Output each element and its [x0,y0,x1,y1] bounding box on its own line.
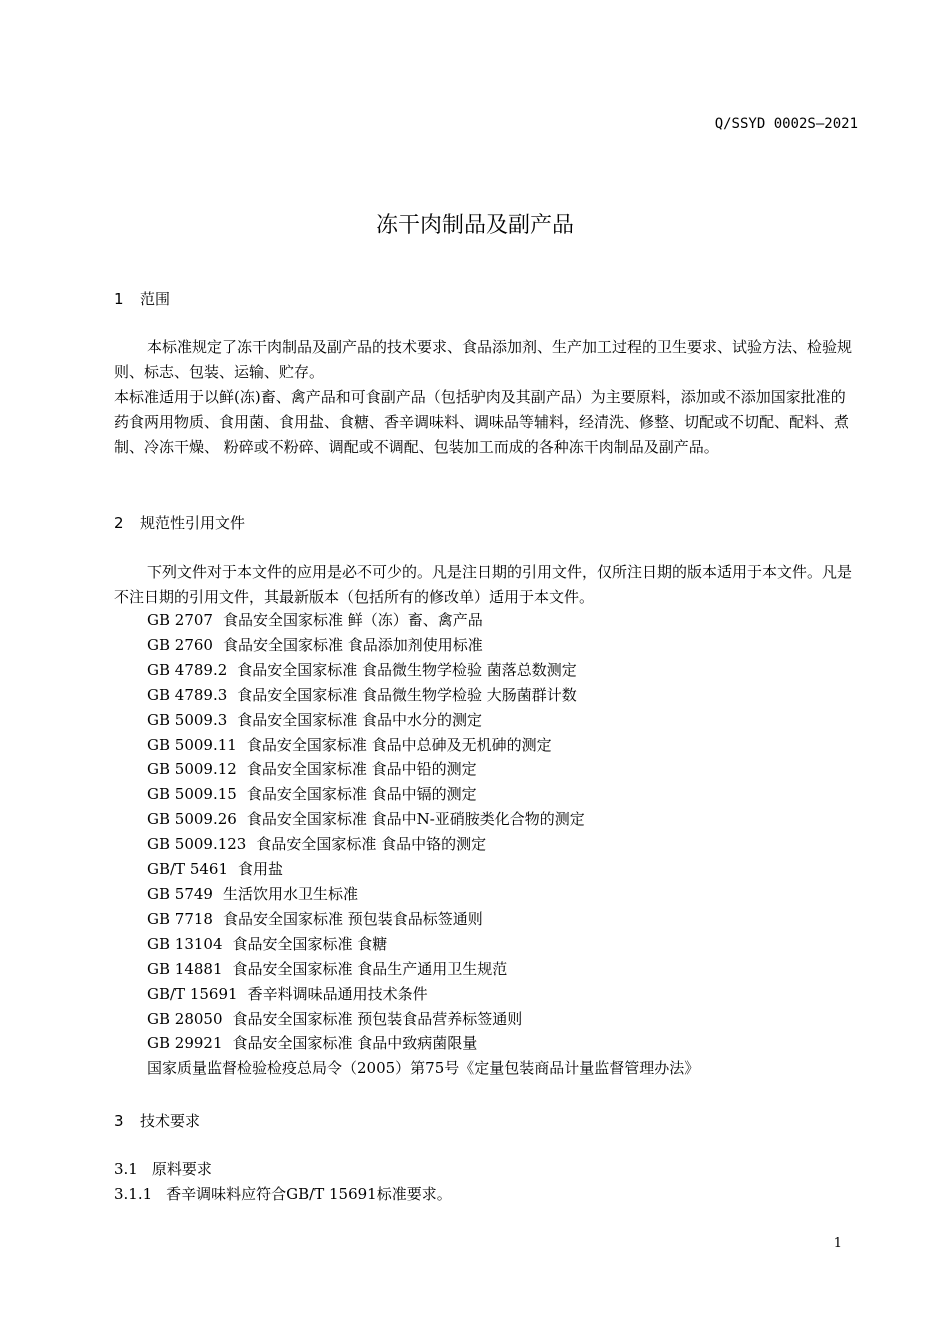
reference-title: 食品安全国家标准 食品中铬的测定 [256,835,487,854]
reference-item [147,708,699,733]
reference-title: 食品安全国家标准 食品中致病菌限量 [232,1034,478,1053]
reference-item [147,832,699,857]
reference-title: 食品安全国家标准 食品中水分的测定 [237,710,483,729]
reference-title: 食用盐 [238,860,284,879]
reference-code: GB 2707 [147,611,213,629]
reference-item [147,957,699,982]
reference-item [147,782,699,807]
reference-title: 食品安全国家标准 食糖 [232,934,388,953]
scope-text [114,335,860,460]
reference-item [147,882,699,907]
reference-code: GB 29921 [147,1034,223,1053]
standard-code: Q/SSYD 0002S—2021 [714,116,858,132]
normative-intro: 下列文件对于本文件的应用是必不可少的。凡是注日期的引用文件，仅所注日期的版本适用于本文件。凡是不注日期的引用文件，其最新版本（包括所有的修改单）适用于本文件。 [114,563,853,606]
reference-item [147,633,699,658]
reference-item [147,932,699,957]
reference-item [147,1031,699,1056]
document-title: 冻干肉制品及副产品 [375,213,574,238]
section-title: 技术要求 [140,1112,201,1130]
reference-item [147,857,699,882]
reference-code: GB 5009.123 [147,835,247,854]
section-number: 1 [114,290,124,308]
reference-code: GB 5009.15 [147,785,237,804]
reference-code: GB 5009.11 [147,735,237,754]
reference-title: 食品安全国家标准 预包装食品标签通则 [222,909,483,928]
subsection-3-1 [114,1158,212,1179]
reference-code: GB 5009.26 [147,810,237,829]
reference-title: 食品安全国家标准 食品微生物学检验 大肠菌群计数 [237,685,577,704]
section-heading-normative [114,512,245,533]
reference-code: GB 4789.3 [147,685,228,704]
reference-list [147,608,699,1081]
scope-paragraph-2: 本标准适用于以鲜(冻)畜、禽产品和可食副产品（包括驴肉及其副产品）为主要原料，添加或不添加国家批准的药食两用物质、食用菌、食用盐、食糖、香辛调味料、调味品等辅料，经清洗、修整、切配或不切配、配料、煮制、冷冻干燥、 粉碎或不粉碎、调配或不调配、包装加工而成的各种冻干肉制品及副产品。 [114,388,850,456]
reference-code: GB 28050 [147,1009,223,1028]
reference-title: 食品安全国家标准 食品中镉的测定 [246,785,477,804]
reference-title: 食品安全国家标准 食品中总砷及无机砷的测定 [246,735,552,754]
section-number: 3 [114,1112,124,1130]
reference-item [147,807,699,832]
reference-code: GB 4789.2 [147,660,228,679]
section-title: 规范性引用文件 [140,514,246,532]
reference-code: GB 2760 [147,635,213,654]
reference-code: GB 14881 [147,959,223,978]
clause-3-1-1 [114,1183,452,1204]
section-heading-technical [114,1110,200,1131]
reference-item [147,658,699,683]
scope-paragraph-1: 本标准规定了冻干肉制品及副产品的技术要求、食品添加剂、生产加工过程的卫生要求、试验方法、检验规则、标志、包装、运输、贮存。 [114,338,853,381]
reference-code: GB 5009.12 [147,760,237,779]
clause-text: 香辛调味料应符合GB/T 15691标准要求。 [166,1185,452,1203]
reference-item [147,733,699,758]
reference-item [147,982,699,1007]
section-title: 范围 [140,290,171,308]
reference-title: 食品安全国家标准 食品中铅的测定 [246,760,477,779]
page-number: 1 [833,1236,842,1251]
reference-code: GB/T 5461 [147,860,229,879]
reference-title: 食品安全国家标准 食品微生物学检验 菌落总数测定 [237,660,577,679]
reference-code: GB 7718 [147,909,213,928]
section-heading-scope [114,288,170,309]
reference-title: 食品安全国家标准 预包装食品营养标签通则 [232,1009,523,1028]
clause-number: 3.1.1 [114,1185,153,1203]
reference-code: GB 5009.3 [147,710,228,729]
reference-item [147,608,699,633]
reference-title: 食品安全国家标准 食品生产通用卫生规范 [232,959,508,978]
reference-item [147,907,699,932]
reference-item [147,757,699,782]
subsection-number: 3.1 [114,1160,138,1178]
reference-title: 国家质量监督检验检疫总局令（2005）第75号《定量包装商品计量监督管理办法》 [147,1059,700,1078]
reference-item [147,1007,699,1032]
reference-item [147,1056,699,1081]
reference-code: GB 13104 [147,934,223,953]
reference-title: 香辛料调味品通用技术条件 [247,984,428,1003]
reference-title: 食品安全国家标准 食品中N-亚硝胺类化合物的测定 [246,810,585,829]
reference-title: 食品安全国家标准 食品添加剂使用标准 [222,635,483,654]
reference-title: 食品安全国家标准 鲜（冻）畜、禽产品 [222,611,483,629]
section-number: 2 [114,514,124,532]
subsection-title: 原料要求 [151,1160,212,1178]
reference-code: GB/T 15691 [147,984,238,1003]
reference-code: GB 5749 [147,884,213,903]
reference-item [147,683,699,708]
reference-title: 生活饮用水卫生标准 [222,884,358,903]
